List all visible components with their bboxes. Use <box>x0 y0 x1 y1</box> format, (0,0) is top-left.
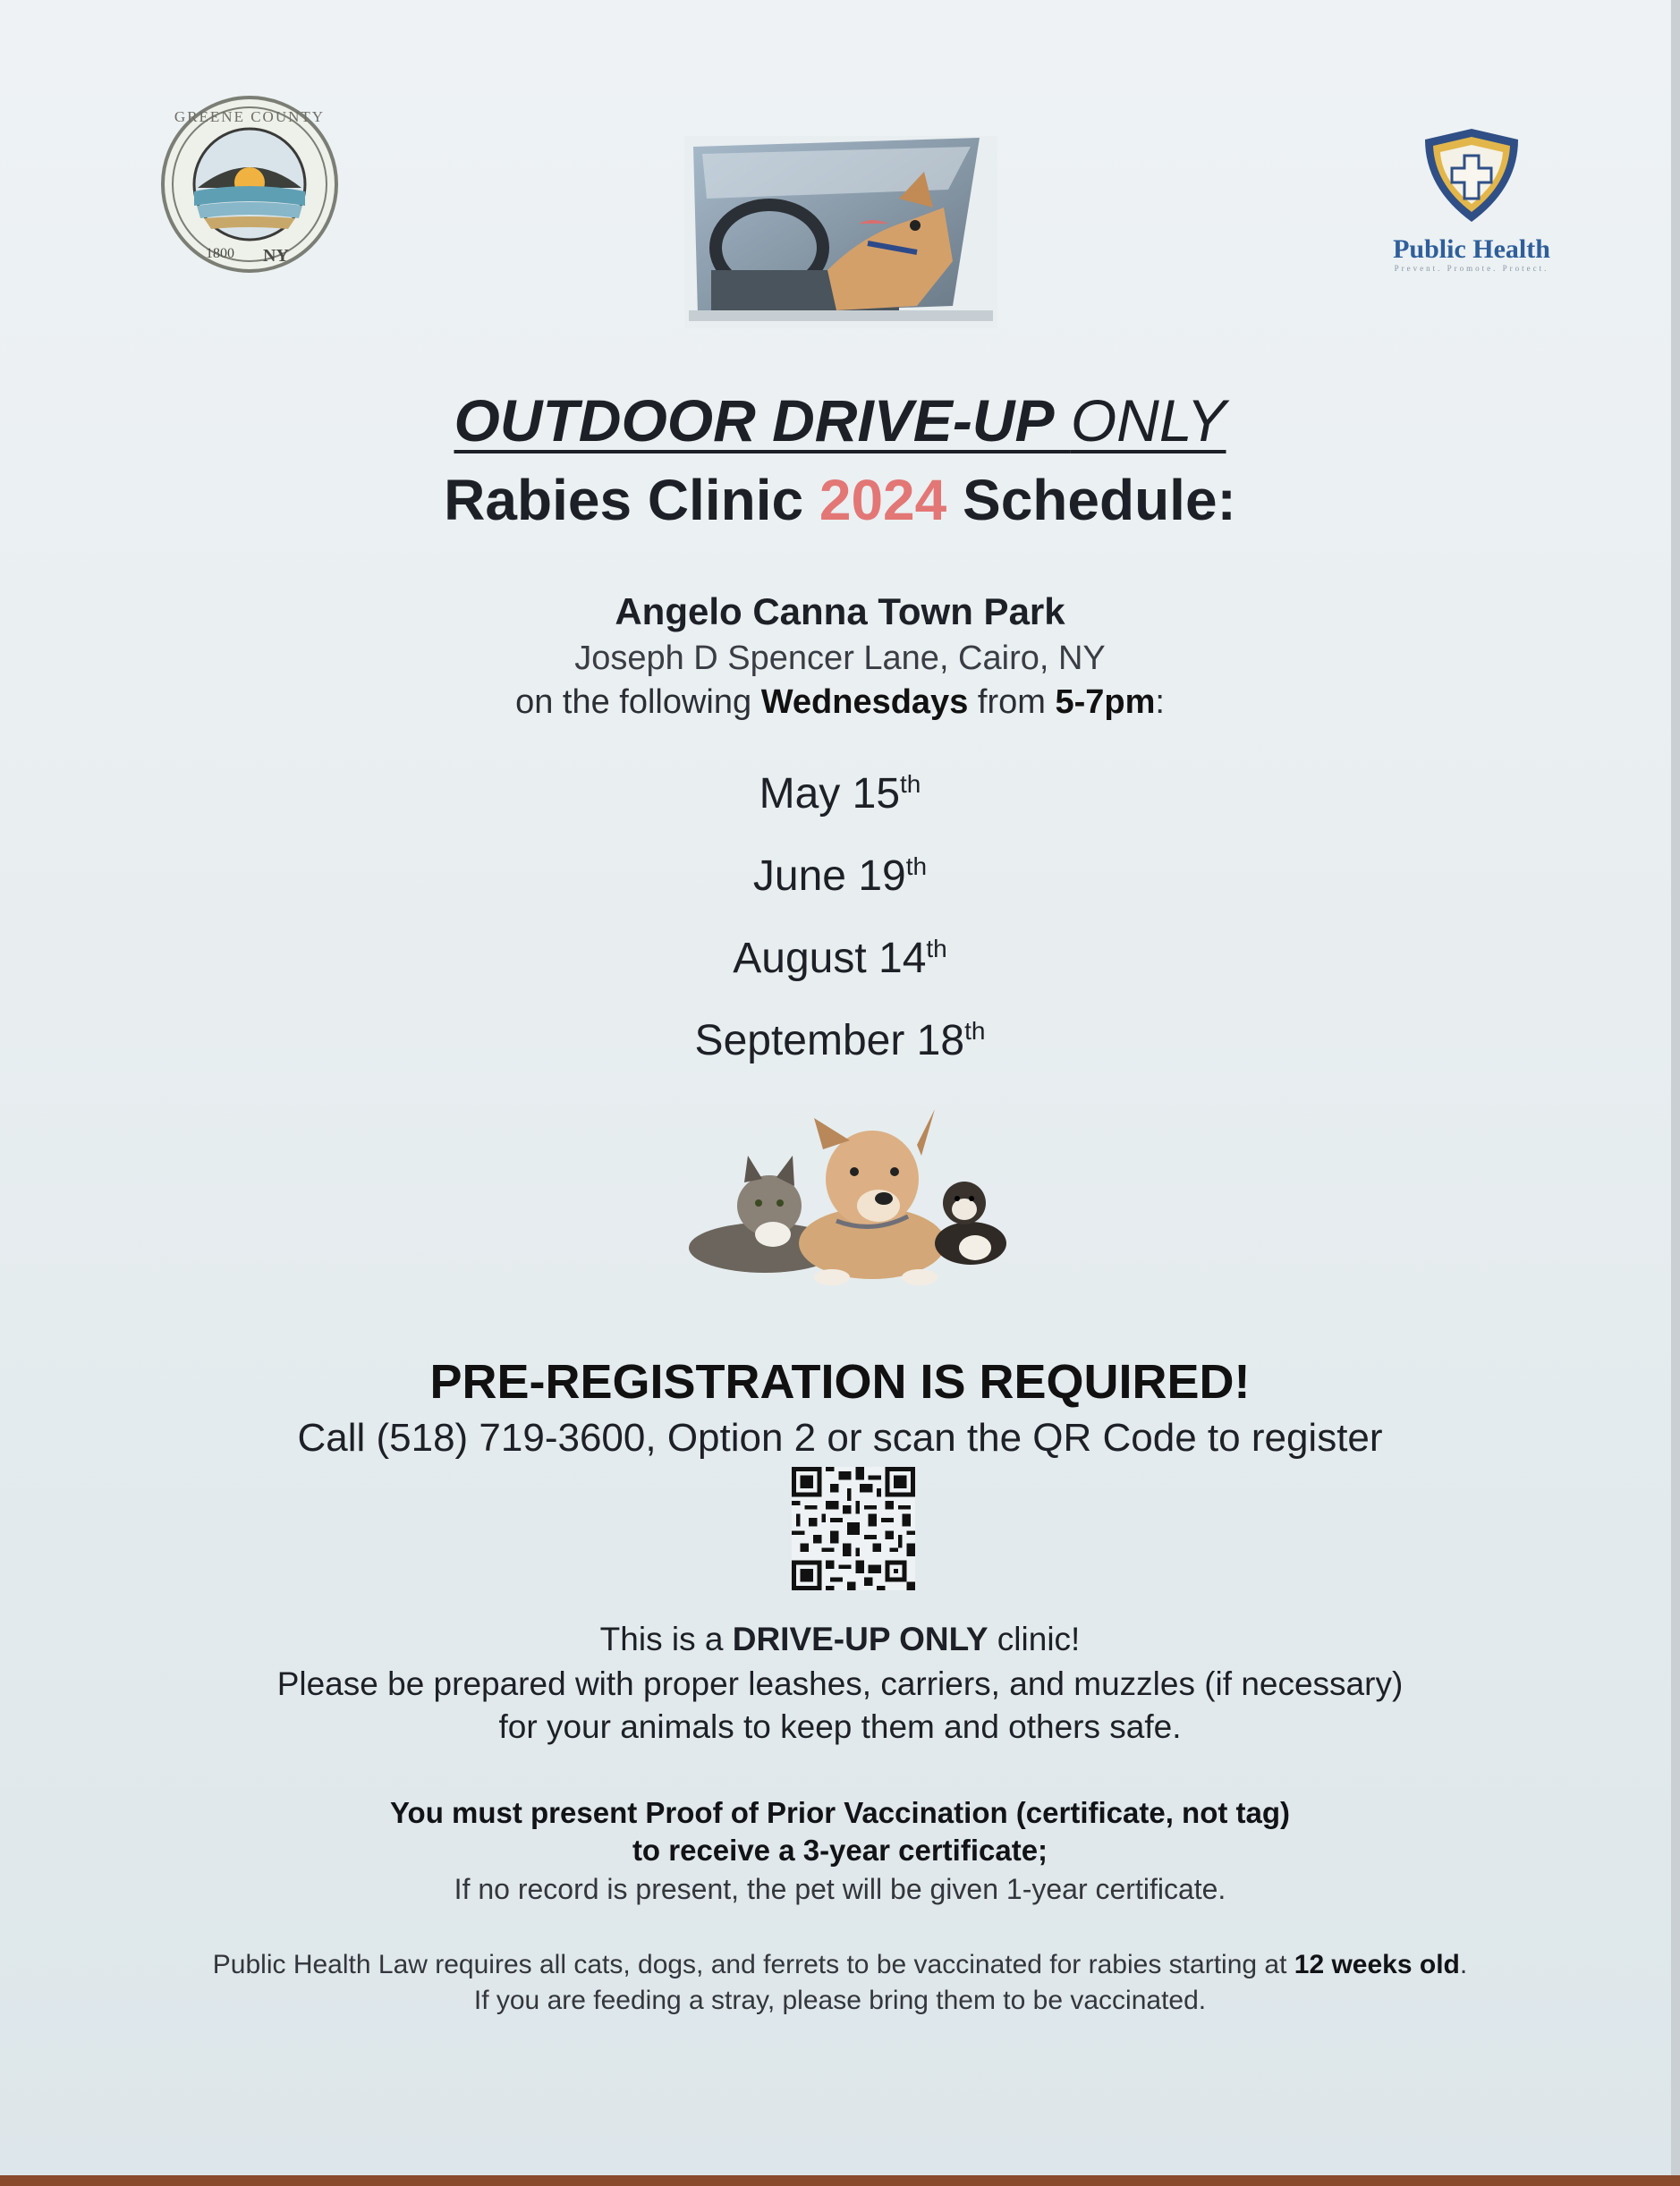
drive-up-notice <box>0 1621 1680 1658</box>
headline-only-text: ONLY <box>1070 387 1226 453</box>
dog-in-car-photo <box>684 136 997 328</box>
headline-drive-up <box>0 386 1680 454</box>
clinic-date <box>0 934 1680 983</box>
registration-call-text: Call (518) 719-3600, Option 2 or scan the QR Code to register <box>297 1416 1383 1460</box>
law-suffix: . <box>1459 1950 1468 1979</box>
clinic-date <box>0 1016 1680 1065</box>
notice-line-2: Please be prepared with proper leashes, carriers, and muzzles (if necessary) <box>276 1665 1404 1702</box>
date-text: June 19 <box>752 852 906 900</box>
proof-line-3: If no record is present, the pet will be given 1-year certificate. <box>454 1873 1226 1905</box>
date-suffix: th <box>964 1017 986 1045</box>
notice-bold: DRIVE-UP ONLY <box>732 1621 988 1657</box>
title-prefix: Rabies Clinic <box>444 468 804 532</box>
law-line-2: If you are feeding a stray, please bring them to be vaccinated. <box>473 1986 1207 2015</box>
page-title <box>0 467 1680 533</box>
date-suffix: th <box>926 935 947 962</box>
proof-line-2: to receive a 3-year certificate; <box>632 1834 1048 1867</box>
title-suffix: Schedule: <box>963 468 1236 532</box>
cat-dog-ferret-photo <box>680 1100 1020 1297</box>
qr-code[interactable] <box>792 1467 915 1590</box>
law-bold: 12 weeks old <box>1294 1950 1460 1979</box>
park-address: Joseph D Spencer Lane, Cairo, NY <box>574 640 1106 677</box>
when-day: Wednesdays <box>760 683 969 721</box>
greene-county-seal-icon <box>157 95 342 274</box>
public-health-tagline: Prevent. Promote. Protect. <box>1394 264 1549 273</box>
headline-outdoor-text: OUTDOOR DRIVE-UP <box>454 387 1055 453</box>
title-year: 2024 <box>819 468 947 532</box>
date-text: August 14 <box>733 935 927 982</box>
date-text: September 18 <box>694 1017 965 1064</box>
clinic-date <box>0 769 1680 818</box>
seal-county-text: GREENE COUNTY <box>174 108 326 125</box>
notice-line-3: for your animals to keep them and others safe. <box>498 1708 1182 1745</box>
public-health-label: Public Health <box>1393 234 1550 264</box>
seal-year-text: 1800 <box>206 246 234 261</box>
date-text: May 15 <box>759 770 901 818</box>
notice-suffix: clinic! <box>997 1621 1081 1657</box>
preregistration-heading: PRE-REGISTRATION IS REQUIRED! <box>429 1355 1251 1409</box>
date-suffix: th <box>905 852 928 880</box>
notice-prefix: This is a <box>599 1621 724 1657</box>
schedule-intro <box>0 683 1680 722</box>
park-name: Angelo Canna Town Park <box>615 590 1065 632</box>
public-health-shield-icon <box>1418 125 1525 225</box>
when-hours: 5-7pm <box>1055 683 1156 721</box>
law-prefix: Public Health Law requires all cats, dogs, and ferrets to be vaccinated for rabies starting at <box>212 1950 1287 1979</box>
seal-state-text: NY <box>263 246 289 266</box>
when-suffix: : <box>1155 683 1165 721</box>
law-line-1 <box>0 1950 1680 1980</box>
when-middle: from <box>977 683 1046 721</box>
clinic-date <box>0 852 1680 901</box>
when-prefix: on the following <box>515 683 752 721</box>
date-suffix: th <box>900 770 921 798</box>
proof-line-1: You must present Proof of Prior Vaccination (certificate, not tag) <box>389 1796 1291 1829</box>
